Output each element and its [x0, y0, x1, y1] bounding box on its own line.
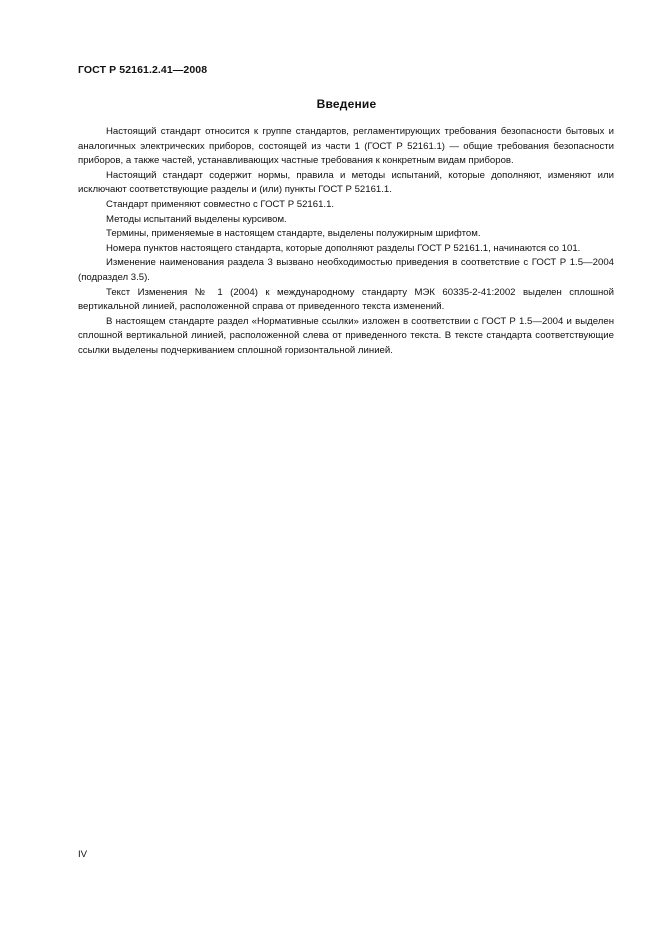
paragraph-terms: Термины, применяемые в настоящем стандарте, выделены полужирным шрифтом. — [106, 228, 481, 240]
paragraph-applied-with: Стандарт применяют совместно с ГОСТ Р 52161.1. — [106, 198, 335, 210]
paragraph-normative-references: В настоящем стандарте раздел «Нормативные ссылки» изложен в соответствии с ГОСТ Р 1.5—2004 и выделен сплошной вертикальной линией, расположенной слева от приведенного текста. В тексте стандарта соответствующие ссылки выделены подчеркиванием сплошной горизонтальной линией. — [78, 315, 614, 356]
paragraph-amendment: Текст Изменения № 1 (2004) к международному стандарту МЭК 60335-2-41:2002 выделен сплошной вертикальной линией, расположенной справа от приведенного текста изменений. — [78, 286, 614, 313]
document-code-header: ГОСТ Р 52161.2.41—2008 — [78, 64, 208, 76]
paragraph-scope: Настоящий стандарт относится к группе стандартов, регламентирующих требования безопасности бытовых и аналогичных электрических приборов, состоящей из части 1 (ГОСТ Р 52161.1) — общие требования безопасности приборов, а также частей, устанавливающих частные требования к конкретным видам приборов. — [78, 126, 614, 167]
section-title: Введение — [316, 97, 377, 111]
paragraph-section-3: Изменение наименования раздела 3 вызвано необходимостью приведения в соответствие с ГОСТ Р 1.5—2004 (подраздел 3.5). — [78, 257, 614, 283]
introduction-body — [78, 125, 614, 359]
page-number: IV — [78, 849, 88, 860]
paragraph-test-methods: Методы испытаний выделены курсивом. — [106, 213, 287, 225]
paragraph-content: Настоящий стандарт содержит нормы, правила и методы испытаний, которые дополняют, изменяют или исключают соответствующие разделы и (или) пункты ГОСТ Р 52161.1. — [78, 169, 614, 196]
paragraph-numbering: Номера пунктов настоящего стандарта, которые дополняют разделы ГОСТ Р 52161.1, начинаются со 101. — [106, 242, 581, 254]
